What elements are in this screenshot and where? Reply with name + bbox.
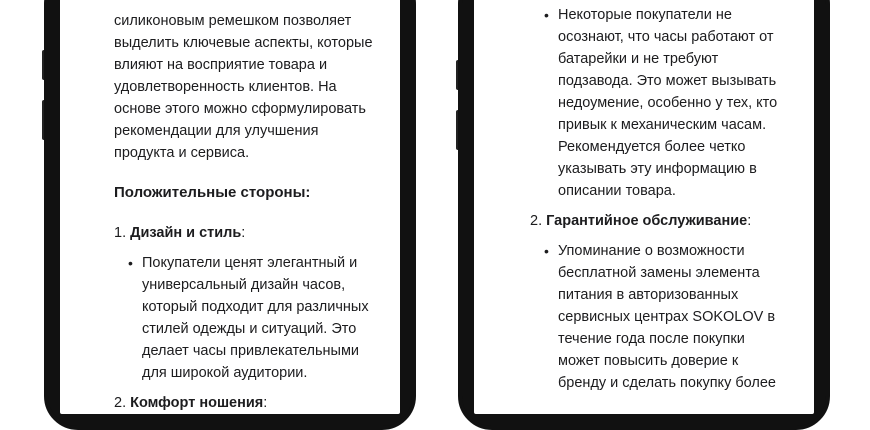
bullet-dot-icon: •: [544, 243, 549, 259]
left-phone-screen[interactable]: [58, 0, 402, 416]
bullet-line: Упоминание о возможности: [558, 243, 745, 259]
intro-line: удовлетворенность клиентов. На: [114, 79, 337, 95]
intro-paragraph: [114, 10, 414, 164]
bullet-line: осознают, что часы работают от: [558, 29, 774, 45]
list-item-colon: :: [241, 225, 246, 241]
bullet-line: течение года после покупки: [558, 331, 745, 347]
intro-line: основе этого можно сформулировать: [114, 101, 366, 117]
bullet-line: бесплатной замены элемента: [558, 265, 760, 281]
left-phone-frame: [44, 0, 416, 430]
bullet-design-description: [128, 252, 414, 384]
right-article-content: [530, 0, 830, 394]
bullet-line: Рекомендуется более четко: [558, 139, 746, 155]
list-item-colon: :: [747, 213, 752, 229]
bullet-line: может повысить доверие к: [558, 353, 739, 369]
intro-line: рекомендации для улучшения: [114, 123, 319, 139]
intro-line: силиконовым ремешком позволяет: [114, 13, 352, 29]
bullet-line: универсальный дизайн часов,: [142, 277, 346, 293]
list-item-comfort: [114, 392, 414, 414]
list-number: 2.: [114, 395, 127, 411]
list-item-title: Гарантийное обслуживание: [546, 213, 748, 229]
bullet-line: недоумение, особенно у тех, кто: [558, 95, 778, 111]
bullet-line: привык к механическим часам.: [558, 117, 767, 133]
left-article-content: [114, 10, 414, 414]
right-phone-screen[interactable]: [472, 0, 816, 416]
bullet-line: указывать эту информацию в: [558, 161, 757, 177]
bullet-line: сервисных центрах SOKOLOV в: [558, 309, 776, 325]
intro-line: выделить ключевые аспекты, которые: [114, 35, 373, 51]
list-number: 1.: [114, 225, 127, 241]
bullet-warranty-description: [544, 240, 830, 394]
bullet-line: делает часы привлекательными: [142, 343, 360, 359]
list-item-title: Комфорт ношения: [130, 395, 264, 411]
section-heading-positive: Положительные стороны:: [114, 184, 311, 201]
bullet-line: описании товара.: [558, 183, 676, 199]
bullet-line: питания в авторизованных: [558, 287, 739, 303]
bullet-dot-icon: •: [544, 7, 549, 23]
right-phone-frame: [458, 0, 830, 430]
intro-line: продукта и сервиса.: [114, 145, 250, 161]
bullet-line: который подходит для различных: [142, 299, 369, 315]
list-item-design: [114, 222, 414, 244]
list-number: 2.: [530, 213, 543, 229]
bullet-battery-description: [544, 4, 830, 202]
bullet-line: Покупатели ценят элегантный и: [142, 255, 358, 271]
bullet-line: батарейки и не требуют: [558, 51, 719, 67]
bullet-line: Некоторые покупатели не: [558, 7, 732, 23]
bullet-dot-icon: •: [128, 255, 133, 271]
bullet-line: бренду и сделать покупку более: [558, 375, 776, 391]
list-item-warranty: [530, 210, 830, 232]
bullet-line: стилей одежды и ситуаций. Это: [142, 321, 357, 337]
bullet-line: подзавода. Это может вызывать: [558, 73, 777, 89]
intro-line: влияют на восприятие товара и: [114, 57, 328, 73]
list-item-title: Дизайн и стиль: [130, 225, 242, 241]
bullet-line: для широкой аудитории.: [142, 365, 308, 381]
list-item-colon: :: [263, 395, 268, 411]
